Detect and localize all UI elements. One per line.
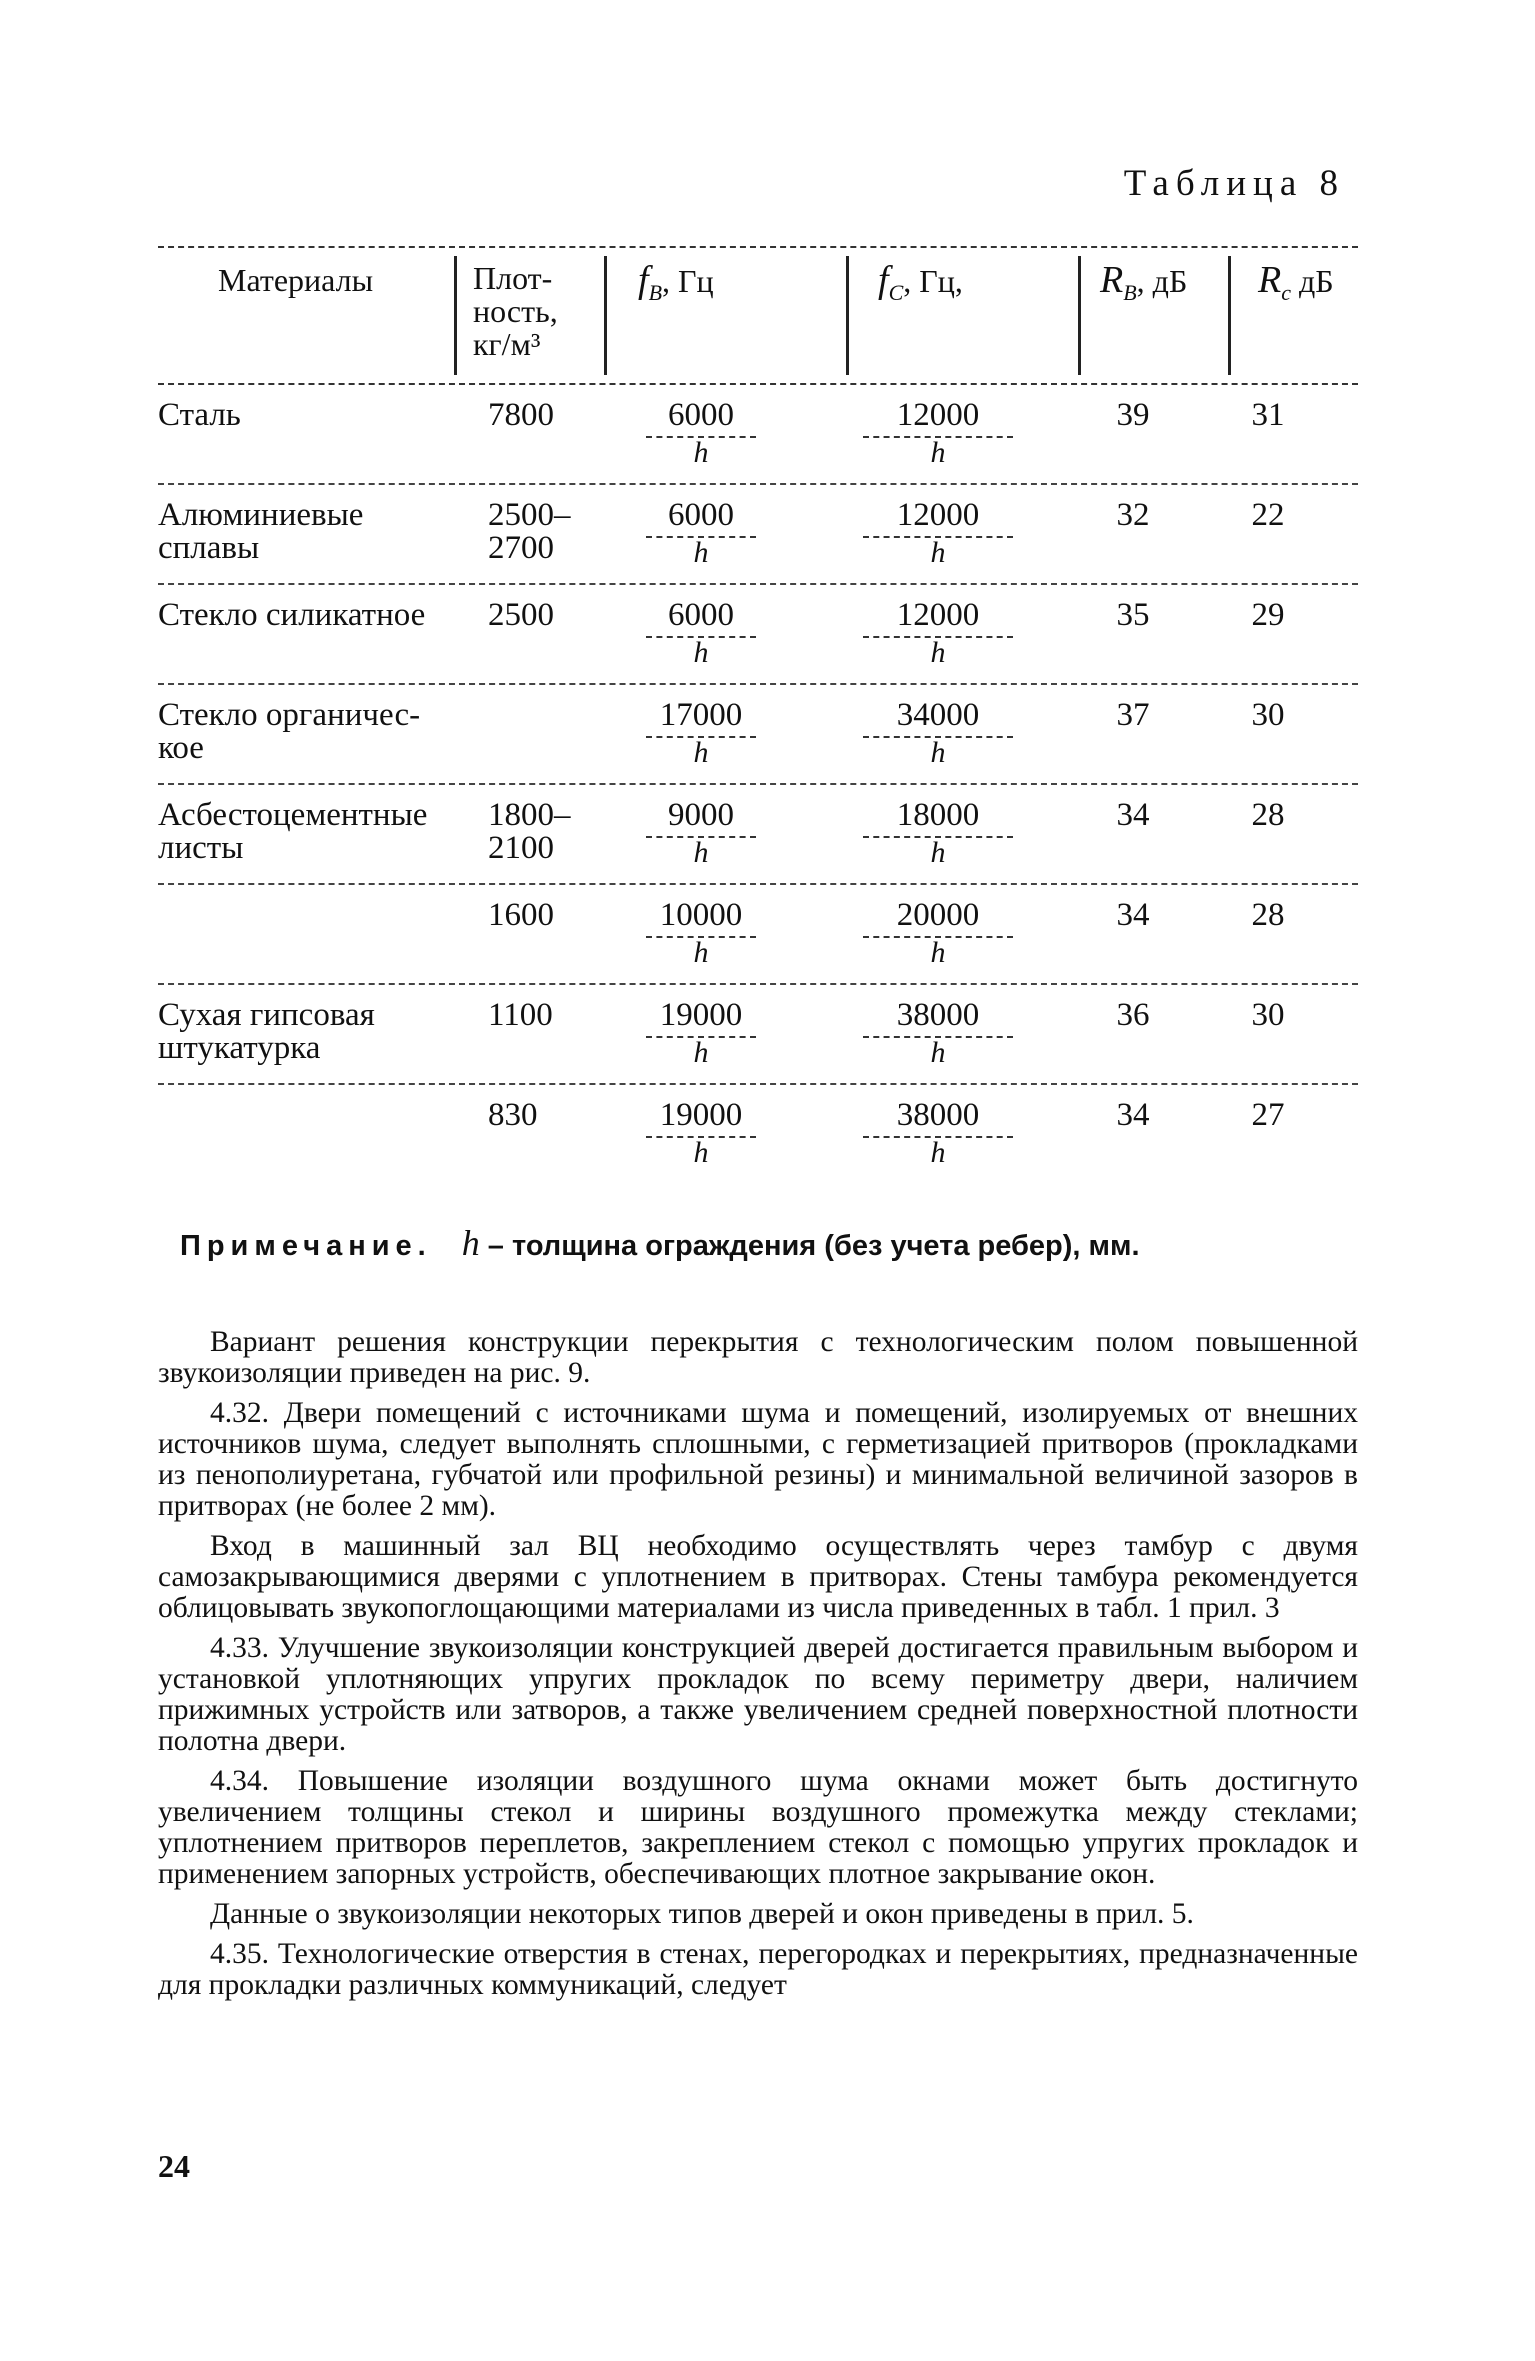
cell-fb: 6000 h	[626, 499, 776, 568]
table-row	[158, 985, 1358, 1085]
cell-density: 7800	[488, 397, 554, 433]
cell-rc: 31	[1251, 397, 1285, 433]
cell-material: Сухая гипсовая штукатурка	[158, 997, 375, 1066]
table-row	[158, 685, 1358, 785]
cell-material: Стекло силикатное	[158, 597, 426, 633]
cell-fc: 38000 h	[838, 1099, 1038, 1168]
cell-material: Сталь	[158, 397, 241, 433]
page-number: 24	[158, 2148, 190, 2184]
cell-rb: 35	[1116, 597, 1150, 633]
cell-fc: 12000 h	[838, 499, 1038, 568]
cell-rb: 34	[1116, 797, 1150, 833]
table-note: Примечание. h – толщина ограждения (без учета ребер), мм.	[180, 1223, 1140, 1263]
cell-fb: 19000 h	[626, 1099, 776, 1168]
cell-rb: 37	[1116, 697, 1150, 733]
table-body	[158, 385, 1358, 1195]
header-rb: $R_B$, дБ	[1100, 259, 1188, 305]
header-rc: $R_c$ дБ	[1258, 259, 1334, 305]
cell-density: 830	[488, 1097, 538, 1133]
header-materials: Материалы	[218, 262, 374, 298]
cell-fc: 12000 h	[838, 399, 1038, 468]
cell-rc: 22	[1251, 497, 1285, 533]
cell-fb: 6000 h	[626, 599, 776, 668]
data-table	[158, 246, 1358, 1195]
cell-fc: 18000 h	[838, 799, 1038, 868]
cell-material: Стекло органичес- кое	[158, 697, 421, 766]
cell-rc: 29	[1251, 597, 1285, 633]
table-row	[158, 585, 1358, 685]
cell-rc: 28	[1251, 797, 1285, 833]
column-divider	[454, 256, 457, 375]
cell-fc: 20000 h	[838, 899, 1038, 968]
table-row	[158, 485, 1358, 585]
paragraph: Вариант решения конструкции перекрытия с технологическим полом повышенной звукоизоляции приведен на рис. 9.	[158, 1326, 1358, 1389]
table-title: Таблица 8	[1123, 163, 1345, 204]
header-fc: $f_C$, Гц,	[878, 259, 963, 305]
paragraph: 4.34. Повышение изоляции воздушного шума окнами может быть достигнуто увеличением толщины стекол и ширины воздушного промежутка между стеклами; уплотнением притворов переплетов, закреплением стекол с помощью упругих прокладок и применением запорных устройств, обеспечивающих плотное закрывание окон.	[158, 1765, 1358, 1890]
paragraph: 4.35. Технологические отверстия в стенах, перегородках и перекрытиях, предназначенные для прокладки различных коммуникаций, следует	[158, 1938, 1358, 2001]
table-header	[158, 246, 1358, 385]
table-row	[158, 1085, 1358, 1195]
cell-fb: 19000 h	[626, 999, 776, 1068]
cell-rc: 30	[1251, 997, 1285, 1033]
cell-fb: 17000 h	[626, 699, 776, 768]
cell-rb: 34	[1116, 897, 1150, 933]
cell-rc: 27	[1251, 1097, 1285, 1133]
cell-fc: 34000 h	[838, 699, 1038, 768]
paragraph: 4.33. Улучшение звукоизоляции конструкцией дверей достигается правильным выбором и установкой уплотняющих упругих прокладок по всему периметру двери, наличием прижимных устройств или затворов, а также увеличением средней поверхностной плотности полотна двери.	[158, 1632, 1358, 1757]
cell-material: Асбестоцементные листы	[158, 797, 428, 866]
cell-fb: 6000 h	[626, 399, 776, 468]
cell-rc: 28	[1251, 897, 1285, 933]
cell-density: 2500	[488, 597, 554, 633]
cell-fb: 10000 h	[626, 899, 776, 968]
header-fb: $f_B$, Гц	[638, 259, 714, 305]
column-divider	[846, 256, 849, 375]
column-divider	[604, 256, 607, 375]
cell-material: Алюминиевые сплавы	[158, 497, 364, 566]
cell-rb: 34	[1116, 1097, 1150, 1133]
cell-density: 2500– 2700	[488, 497, 571, 566]
paragraph: Данные о звукоизоляции некоторых типов дверей и окон приведены в прил. 5.	[210, 1898, 1194, 1930]
cell-rb: 39	[1116, 397, 1150, 433]
cell-rb: 32	[1116, 497, 1150, 533]
cell-density: 1800– 2100	[488, 797, 571, 866]
cell-density: 1600	[488, 897, 554, 933]
body-text	[158, 1327, 1358, 2010]
cell-density: 1100	[488, 997, 553, 1033]
table-row	[158, 885, 1358, 985]
cell-rb: 36	[1116, 997, 1150, 1033]
cell-rc: 30	[1251, 697, 1285, 733]
column-divider	[1078, 256, 1081, 375]
table-row	[158, 785, 1358, 885]
cell-fc: 12000 h	[838, 599, 1038, 668]
column-divider	[1228, 256, 1231, 375]
paragraph: 4.32. Двери помещений с источниками шума и помещений, изолируемых от внешних источников шума, следует выполнять сплошными, с герметизацией притворов (прокладками из пенополиуретана, губчатой или профильной резины) и минимальной величиной зазоров в притворах (не более 2 мм).	[158, 1397, 1358, 1522]
header-density: Плот- ность, кг/м³	[473, 260, 558, 362]
cell-fc: 38000 h	[838, 999, 1038, 1068]
paragraph: Вход в машинный зал ВЦ необходимо осуществлять через тамбур с двумя самозакрывающимися дверями с уплотнением в притворах. Стены тамбура рекомендуется облицовывать звукопоглощающими материалами из числа приведенных в табл. 1 прил. 3	[158, 1530, 1358, 1624]
cell-fb: 9000 h	[626, 799, 776, 868]
table-row	[158, 385, 1358, 485]
